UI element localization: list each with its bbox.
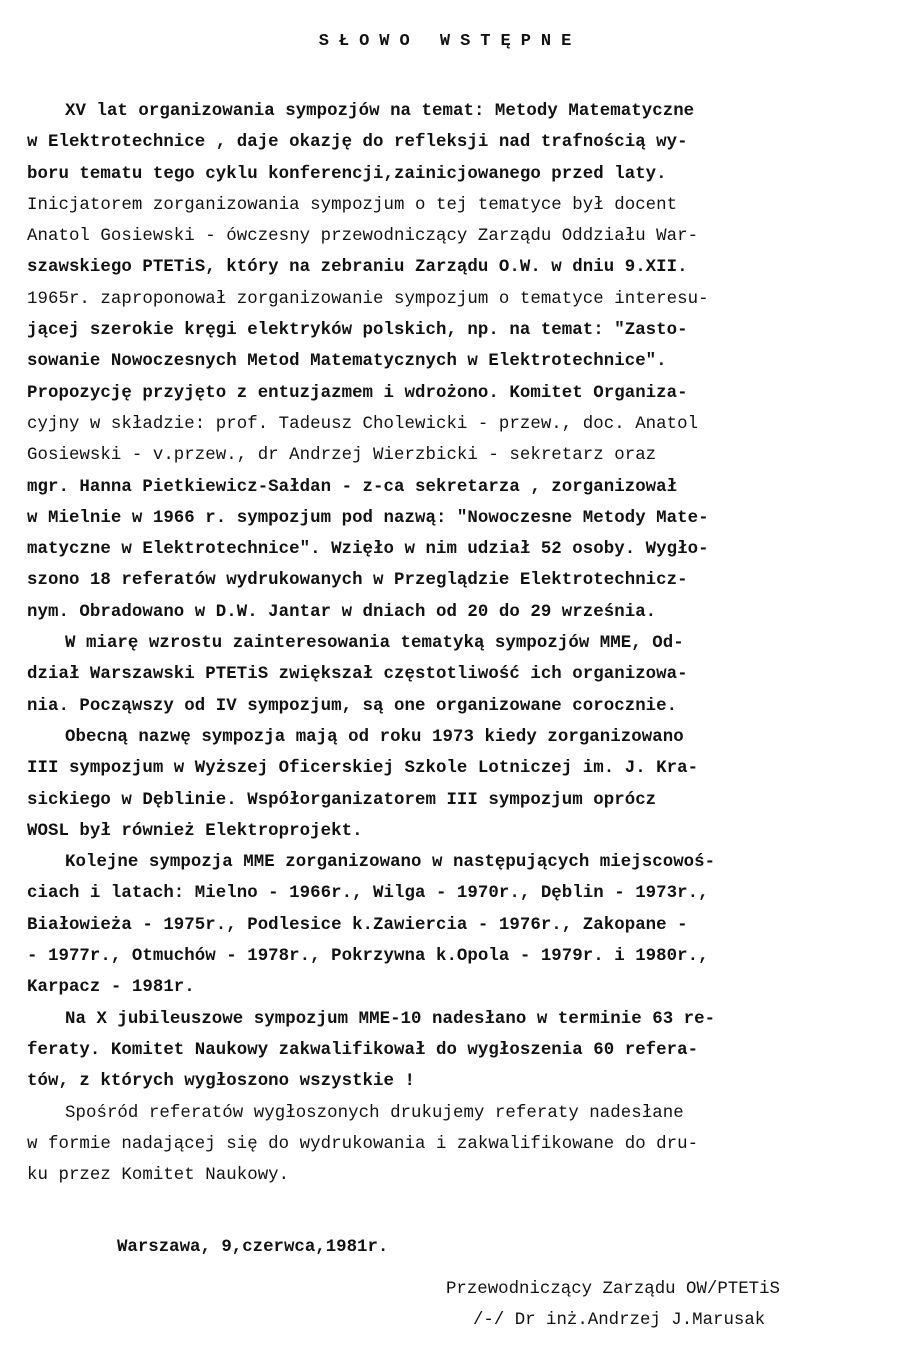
text-line: XV lat organizowania sympozjów na temat: Metody Matematyczne <box>65 102 695 121</box>
text-line: tów, z których wygłoszono wszystkie ! <box>27 1072 415 1092</box>
text-line: szawskiego PTETiS, który na zebraniu Zarządu O.W. w dniu 9.XII. <box>27 258 688 278</box>
text-line: cyjny w składzie: prof. Tadeusz Cholewicki - przew., doc. Anatol <box>27 414 699 434</box>
text-line: Karpacz - 1981r. <box>27 978 195 998</box>
text-line: Obecną nazwę sympozja mają od roku 1973 kiedy zorganizowano <box>65 727 684 747</box>
text-line: Propozycję przyjęto z entuzjazmem i wdrożono. Komitet Organiza- <box>27 383 688 403</box>
text-line: III sympozjum w Wyższej Oficerskiej Szkole Lotniczej im. J. Kra- <box>27 759 699 779</box>
text-line: sowanie Nowoczesnych Metod Matematycznych w Elektrotechnice". <box>27 352 667 372</box>
text-line: Inicjatorem zorganizowania sympozjum o tej tematyce był docent <box>27 195 678 215</box>
signature-role: Przewodniczący Zarządu OW/PTETiS <box>446 1280 780 1299</box>
text-line: Kolejne sympozja MME zorganizowano w następujących miejscowoś- <box>65 853 716 873</box>
document-title: SŁOWO WSTĘPNE <box>318 32 582 51</box>
text-line: W miarę wzrostu zainteresowania tematyką sympozjów MME, Od- <box>65 634 684 654</box>
place-date: Warszawa, 9,czerwca,1981r. <box>117 1238 389 1257</box>
text-line: feraty. Komitet Naukowy zakwalifikował do wygłoszenia 60 refera- <box>27 1040 699 1060</box>
text-line: Na X jubileuszowe sympozjum MME-10 nadesłano w terminie 63 re- <box>65 1009 716 1029</box>
text-line: sickiego w Dęblinie. Współorganizatorem III sympozjum oprócz <box>27 790 657 810</box>
text-line: nym. Obradowano w D.W. Jantar w dniach od 20 do 29 września. <box>27 602 657 622</box>
signature-name: /-/ Dr inż.Andrzej J.Marusak <box>473 1311 766 1330</box>
text-line: w formie nadającej się do wydrukowania i zakwalifikowane do dru- <box>27 1134 699 1154</box>
text-line: mgr. Hanna Pietkiewicz-Sałdan - z-ca sekretarza , zorganizował <box>27 477 678 497</box>
text-line: szono 18 referatów wydrukowanych w Przeglądzie Elektrotechnicz- <box>27 571 688 591</box>
text-line: dział Warszawski PTETiS zwiększał częstotliwość ich organizowa- <box>27 665 688 685</box>
text-line: Białowieża - 1975r., Podlesice k.Zawiercia - 1976r., Zakopane - <box>27 915 688 935</box>
text-line: 1965r. zaproponował zorganizowanie sympozjum o tematyce interesu- <box>27 289 709 309</box>
text-line: w Mielnie w 1966 r. sympozjum pod nazwą: "Nowoczesne Metody Mate- <box>27 508 709 528</box>
text-line: Spośród referatów wygłoszonych drukujemy referaty nadesłane <box>65 1103 684 1123</box>
text-line: nia. Począwszy od IV sympozjum, są one organizowane corocznie. <box>27 696 678 716</box>
text-line: Anatol Gosiewski - ówczesny przewodniczący Zarządu Oddziału War- <box>27 227 699 247</box>
text-line: ku przez Komitet Naukowy. <box>27 1166 290 1186</box>
text-line: matyczne w Elektrotechnice". Wzięło w nim udział 52 osoby. Wygło- <box>27 540 709 560</box>
text-line: jącej szerokie kręgi elektryków polskich, np. na temat: "Zasto- <box>27 321 688 341</box>
text-line: WOSL był również Elektroprojekt. <box>27 821 363 841</box>
text-line: Gosiewski - v.przew., dr Andrzej Wierzbicki - sekretarz oraz <box>27 446 657 466</box>
text-line: - 1977r., Otmuchów - 1978r., Pokrzywna k.Opola - 1979r. i 1980r., <box>27 947 709 967</box>
text-line: boru tematu tego cyklu konferencji,zainicjowanego przed laty. <box>27 164 667 184</box>
document-body <box>27 96 873 1191</box>
text-line: w Elektrotechnice , daje okazję do refleksji nad trafnością wy- <box>27 133 688 153</box>
text-line: ciach i latach: Mielno - 1966r., Wilga - 1970r., Dęblin - 1973r., <box>27 884 709 904</box>
